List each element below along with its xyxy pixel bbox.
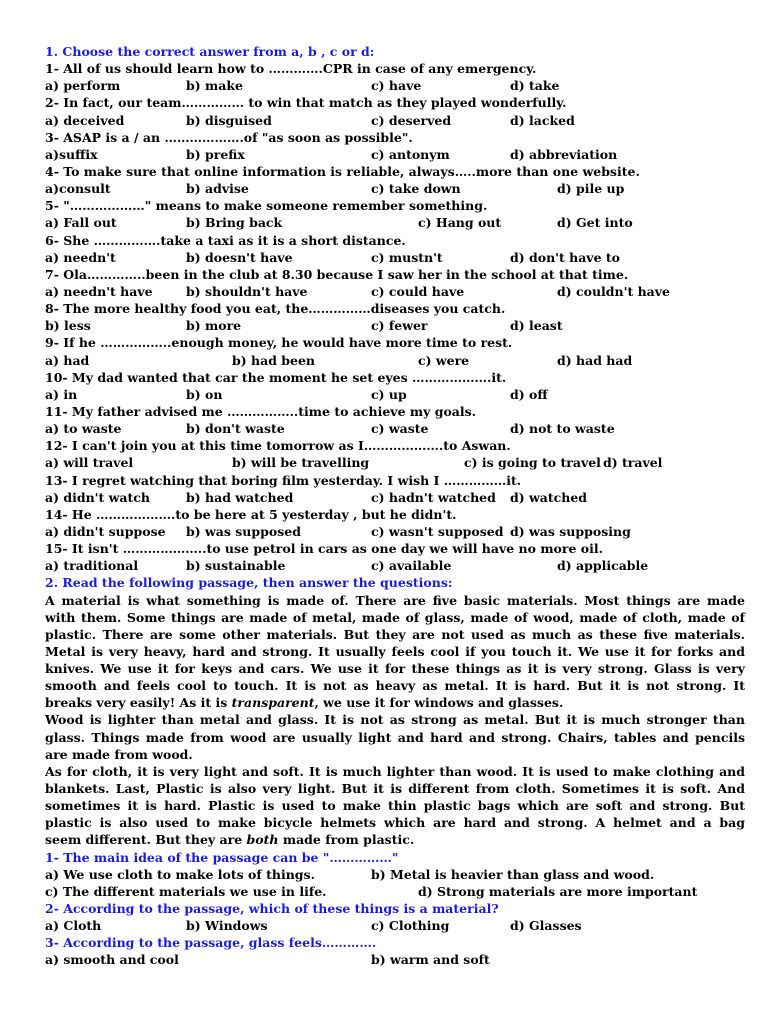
option-7d: d) couldn't have xyxy=(557,283,670,299)
reading-option-2d: d) Glasses xyxy=(510,918,582,934)
reading-options-3 xyxy=(45,951,745,968)
reading-question-3: 3- According to the passage, glass feels…………. xyxy=(45,935,377,951)
passage-line xyxy=(45,694,745,711)
reading-option-1b: b) Metal is heavier than glass and wood. xyxy=(371,866,655,882)
option-10c: c) up xyxy=(371,386,407,402)
option-11a: a) to waste xyxy=(45,421,122,437)
options-6 xyxy=(45,249,745,266)
options-2 xyxy=(45,112,745,129)
passage-line: plastic. There are some other materials. But they are not used as much as these five materials. xyxy=(45,626,745,642)
passage-line: A material is what something is made of. There are five basic materials. Most things are made xyxy=(45,592,745,608)
italic-word: both xyxy=(246,832,279,848)
options-3 xyxy=(45,146,745,163)
option-7a: a) needn't have xyxy=(45,283,153,299)
option-5a: a) Fall out xyxy=(45,215,117,231)
passage-line: knives. We use it for keys and cars. We use it for these things as it is very strong. Glass is very xyxy=(45,661,745,677)
reading-question-1: 1- The main idea of the passage can be "……………" xyxy=(45,849,399,865)
option-12d: d) travel xyxy=(603,455,663,471)
option-2c: c) deserved xyxy=(371,112,452,128)
options-8 xyxy=(45,317,745,334)
options-14 xyxy=(45,523,745,540)
option-6a: a) needn't xyxy=(45,249,116,265)
passage-line: glass. Things made from wood are usually light and hard and strong. Chairs, tables and pencils xyxy=(45,729,745,745)
options-15 xyxy=(45,557,745,574)
question-7: 7- Ola…………..been in the club at 8.30 because I saw her in the school at that time. xyxy=(45,266,629,282)
reading-option-1a: a) We use cloth to make lots of things. xyxy=(45,866,315,882)
reading-option-1d: d) Strong materials are more important xyxy=(418,883,698,899)
question-15: 15- It isn't ………………..to use petrol in cars as one day we will have no more oil. xyxy=(45,541,603,557)
option-8b: b) more xyxy=(186,318,242,334)
reading-option-1c: c) The different materials we use in life. xyxy=(45,883,327,899)
options-4 xyxy=(45,180,745,197)
passage-text: , we use it for windows and glasses. xyxy=(314,695,564,711)
option-14b: b) was supposed xyxy=(186,523,301,539)
passage-line: sometimes it is hard. Plastic is used to make thin plastic bags which are soft and strong. But xyxy=(45,798,745,814)
question-5: 5- "………………" means to make someone remember something. xyxy=(45,198,488,214)
option-3d: d) abbreviation xyxy=(510,146,618,162)
option-4c: c) take down xyxy=(371,181,461,197)
option-2b: b) disguised xyxy=(186,112,272,128)
option-8d: d) least xyxy=(510,318,563,334)
option-4b: b) advise xyxy=(186,181,249,197)
option-9c: c) were xyxy=(418,352,470,368)
question-3: 3- ASAP is a / an ……………….of "as soon as possible". xyxy=(45,129,413,145)
option-9a: a) had xyxy=(45,352,90,368)
option-8a: b) less xyxy=(45,318,91,334)
option-6d: d) don't have to xyxy=(510,249,620,265)
reading-question-2: 2- According to the passage, which of these things is a material? xyxy=(45,901,499,917)
passage-line: As for cloth, it is very light and soft. It is much lighter than wood. It is used to make clothing and xyxy=(45,763,745,779)
option-10d: d) off xyxy=(510,386,548,402)
option-3b: b) prefix xyxy=(186,146,245,162)
reading-option-2b: b) Windows xyxy=(186,918,268,934)
option-3c: c) antonym xyxy=(371,146,450,162)
options-13 xyxy=(45,489,745,506)
question-1: 1- All of us should learn how to ………….CPR in case of any emergency. xyxy=(45,61,537,77)
option-12c: c) is going to travel xyxy=(464,455,601,471)
option-1d: d) take xyxy=(510,78,560,94)
option-10b: b) on xyxy=(186,386,223,402)
option-10a: a) in xyxy=(45,386,78,402)
option-3a: a)suffix xyxy=(45,146,98,162)
options-11 xyxy=(45,420,745,437)
option-12b: b) will be travelling xyxy=(232,455,370,471)
passage-line: blankets. Last, Plastic is also very light. But it is different from cloth. Sometimes it is soft. And xyxy=(45,781,745,797)
option-13b: b) had watched xyxy=(186,489,294,505)
passage-text: breaks very easily! As it is xyxy=(45,695,232,711)
option-11c: c) waste xyxy=(371,421,429,437)
option-13c: c) hadn't watched xyxy=(371,489,496,505)
option-11d: d) not to waste xyxy=(510,421,615,437)
option-2a: a) deceived xyxy=(45,112,125,128)
option-4d: d) pile up xyxy=(557,181,625,197)
section1-heading: 1. Choose the correct answer from a, b , c or d: xyxy=(45,44,375,59)
options-10 xyxy=(45,386,745,403)
option-6b: b) doesn't have xyxy=(186,249,293,265)
passage-line: are made from wood. xyxy=(45,746,193,762)
option-14d: d) was supposing xyxy=(510,523,631,539)
question-2: 2- In fact, our team…………… to win that match as they played wonderfully. xyxy=(45,95,567,111)
reading-option-2c: c) Clothing xyxy=(371,918,450,934)
option-9d: d) had had xyxy=(557,352,633,368)
option-5c: c) Hang out xyxy=(418,215,502,231)
passage-line: Wood is lighter than metal and glass. It is not as strong as metal. But it is much stronger than xyxy=(45,712,745,728)
passage-line: plastic is also used to make bicycle helmets which are hard and strong. A helmet and a bag xyxy=(45,815,745,831)
passage-text: made from plastic. xyxy=(278,832,415,848)
option-8c: c) fewer xyxy=(371,318,428,334)
option-12a: a) will travel xyxy=(45,455,134,471)
option-15d: d) applicable xyxy=(557,558,649,574)
option-2d: d) lacked xyxy=(510,112,575,128)
option-5d: d) Get into xyxy=(557,215,633,231)
section2-heading: 2. Read the following passage, then answer the questions: xyxy=(45,575,453,591)
question-4: 4- To make sure that online information is reliable, always…..more than one website. xyxy=(45,163,640,179)
option-1b: b) make xyxy=(186,78,243,94)
options-7 xyxy=(45,283,745,300)
option-7c: c) could have xyxy=(371,283,465,299)
option-1a: a) perform xyxy=(45,78,121,94)
option-15a: a) traditional xyxy=(45,558,139,574)
options-1 xyxy=(45,77,745,94)
option-14a: a) didn't suppose xyxy=(45,523,166,539)
option-15b: b) sustainable xyxy=(186,558,286,574)
worksheet xyxy=(45,43,745,969)
option-5b: b) Bring back xyxy=(186,215,283,231)
reading-options-1-row2 xyxy=(45,883,745,900)
options-5 xyxy=(45,214,745,231)
reading-options-2 xyxy=(45,917,745,934)
option-4a: a)consult xyxy=(45,181,111,197)
option-6c: c) mustn't xyxy=(371,249,443,265)
options-9 xyxy=(45,352,745,369)
options-12 xyxy=(45,454,745,471)
question-13: 13- I regret watching that boring film yesterday. I wish I ……………it. xyxy=(45,472,522,488)
option-9b: b) had been xyxy=(232,352,316,368)
question-12: 12- I can't join you at this time tomorrow as I……………….to Aswan. xyxy=(45,438,511,454)
question-6: 6- She …………….take a taxi as it is a short distance. xyxy=(45,232,406,248)
option-1c: c) have xyxy=(371,78,422,94)
reading-passage xyxy=(45,592,745,849)
passage-line xyxy=(45,831,745,848)
passage-text: seem different. But they are xyxy=(45,832,247,848)
option-13d: d) watched xyxy=(510,489,588,505)
option-7b: b) shouldn't have xyxy=(186,283,308,299)
italic-word: transparent xyxy=(231,695,315,711)
reading-options-1-row1 xyxy=(45,866,745,883)
question-9: 9- If he ……………..enough money, he would have more time to rest. xyxy=(45,335,513,351)
passage-line: Metal is very heavy, hard and strong. It usually feels cool if you touch it. We use it for forks and xyxy=(45,643,745,659)
question-14: 14- He ……………….to be here at 5 yesterday , but he didn't. xyxy=(45,506,457,522)
reading-option-2a: a) Cloth xyxy=(45,918,102,934)
option-11b: b) don't waste xyxy=(186,421,285,437)
option-13a: a) didn't watch xyxy=(45,489,150,505)
reading-option-3a: a) smooth and cool xyxy=(45,952,179,968)
option-15c: c) available xyxy=(371,558,452,574)
passage-line: smooth and feels cool to touch. It is not as heavy as metal. It is hard. But it is not strong. It xyxy=(45,678,745,694)
question-10: 10- My dad wanted that car the moment he set eyes ……………….it. xyxy=(45,369,507,385)
question-8: 8- The more healthy food you eat, the……………diseases you catch. xyxy=(45,301,506,317)
passage-line: with them. Some things are made of metal, made of glass, made of wood, made of cloth, made of xyxy=(45,609,745,625)
question-11: 11- My father advised me ……………..time to achieve my goals. xyxy=(45,403,477,419)
option-14c: c) wasn't supposed xyxy=(371,523,504,539)
reading-option-3b: b) warm and soft xyxy=(371,952,490,968)
